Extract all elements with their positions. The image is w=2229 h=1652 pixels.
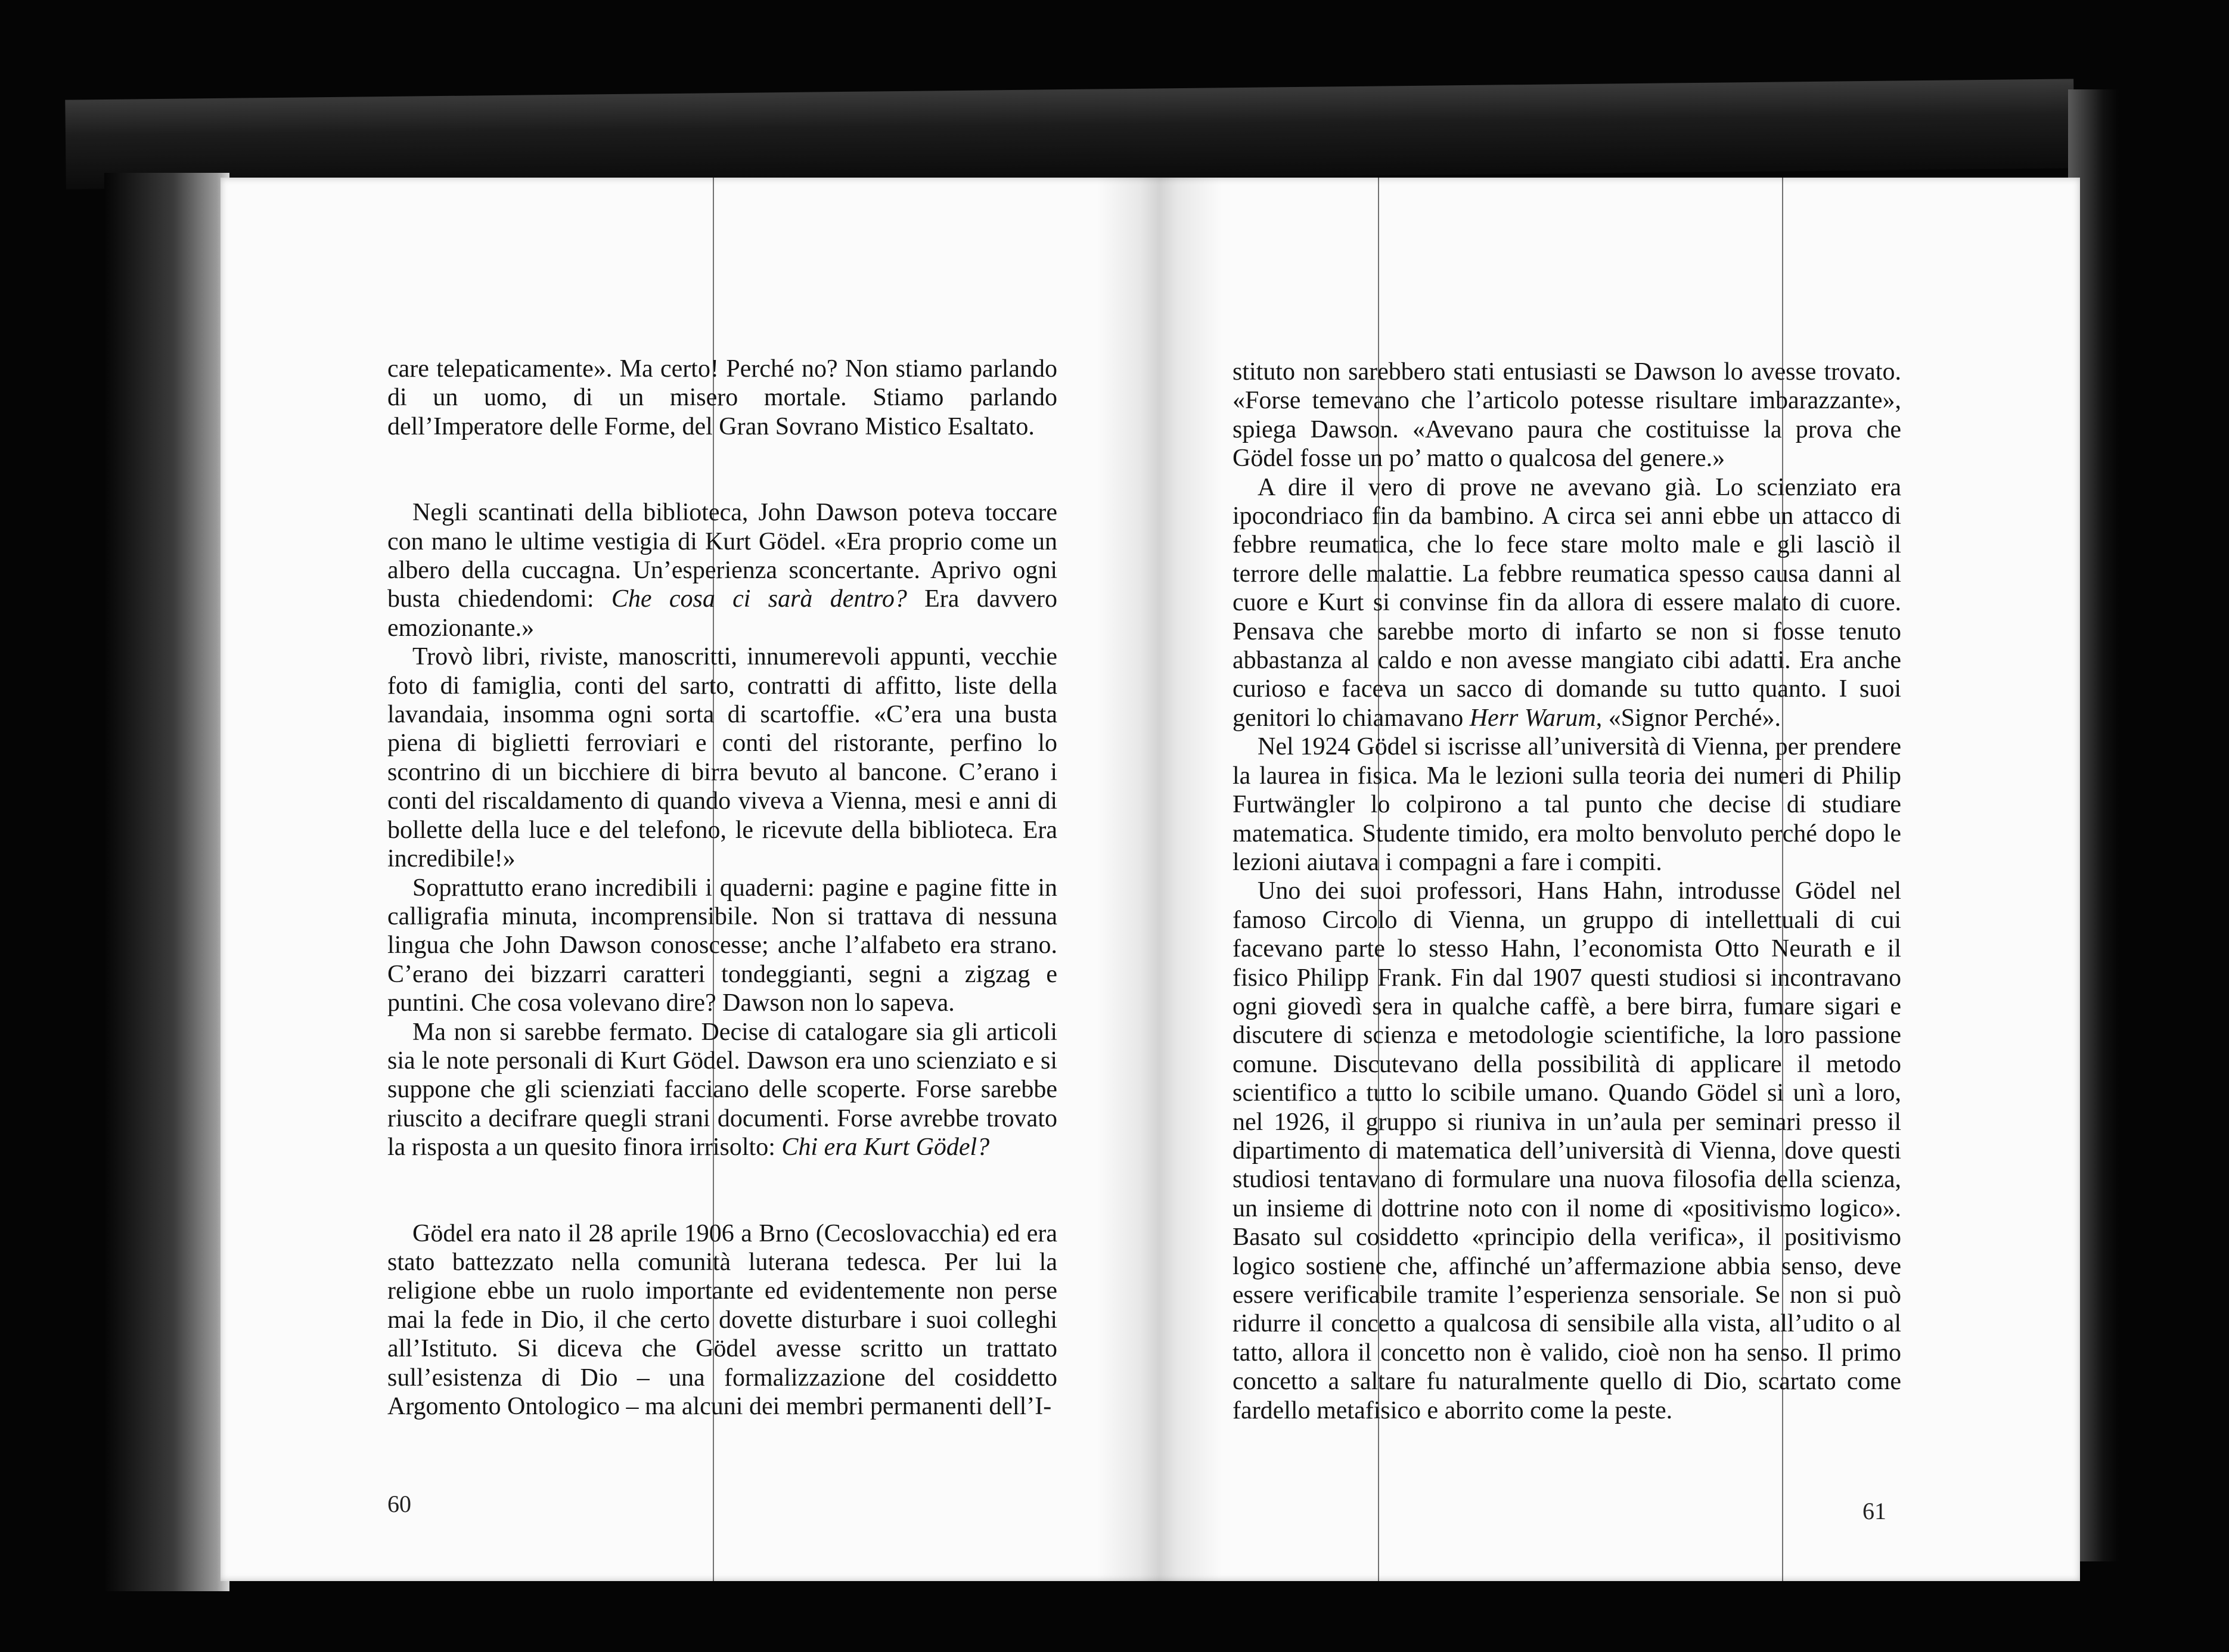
paragraph: Uno dei suoi professori, Hans Hahn, introdusse Gödel nel famoso Circolo di Vienna, un gruppo di intellettuali di cui facevano parte lo stesso Hahn, l’economista Otto Neurath e il fisico Philipp Frank. Fin dal 1907 questi studiosi si incontravano ogni giovedì sera in qualche caffè, a bere birra, fumare sigari e discutere di scienza e metodologie scientifiche, la loro passione comune. Discutevano della possibilità di applicare il metodo scientifico a tutto lo scibile umano. Quando Gödel si unì a loro, nel 1926, il gruppo si riuniva in un’aula per seminari presso il dipartimento di matematica dell’università di Vienna, dove questi studiosi tentavano di formulare una nuova filosofia della scienza, un insieme di dottrine noto con il nome di «positivismo logico». Basato sul cosiddetto «principio della verifica», il positivismo logico sostiene che, affinché un’affermazione abbia senso, deve essere verificabile tramite l’esperienza sensoriale. Se non si può ridurre il concetto a qualcosa di sensibile alla vista, all’udito o al tatto, allora il concetto non è valido, cioè non ha senso. Il primo concetto a saltare fu naturalmente quello di Dio, scartato come fardello metafisico e aborrito come la peste. (1233, 877, 1901, 1424)
paragraph-text: A dire il vero di prove ne avevano già. Lo scienziato era ipocondriaco fin da bambino. A circa sei anni ebbe un attacco di febbre reumatica, che lo fece stare molto male e gli lasciò il terrore delle malattie. La febbre reumatica spesso causa danni al cuore e Kurt si convinse fin da allora di essere malato di cuore. Pensava che sarebbe morto di infarto se non si fosse tenuto abbastanza al caldo e non avesse mangiato cibi adatti. Era anche curioso e faceva un sacco di domande su tutto quanto. I suoi genitori lo chiamavano (1233, 473, 1901, 732)
book-top-edge (65, 79, 2074, 189)
page-number-right: 61 (1862, 1498, 1886, 1524)
left-page-text (387, 355, 1057, 1421)
book-spine-shadow (1097, 178, 1222, 1581)
paragraph: care telepaticamente». Ma certo! Perché no? Non stiamo parlando di un uomo, di un misero mortale. Stiamo parlando dell’Imperatore delle Forme, del Gran Sovrano Mistico Esaltato. (387, 355, 1057, 440)
paragraph-text: , «Signor Perché». (1595, 704, 1781, 732)
italic-text: Che cosa ci sarà dentro? (611, 585, 907, 613)
paragraph (1233, 473, 1901, 733)
italic-text: Herr Warum (1469, 704, 1596, 732)
italic-text: Chi era Kurt Gödel? (781, 1134, 990, 1162)
paragraph: stituto non sarebbero stati entusiasti se Dawson lo avesse trovato. «Forse temevano che l’articolo potesse risultare imbarazzante», spiega Dawson. «Avevano paura che costituisse la prova che Gödel fosse un po’ matto o qualcosa del genere.» (1233, 358, 1901, 473)
paragraph-text: Era davvero emozionante.» (387, 585, 1057, 642)
paragraph (387, 498, 1057, 642)
paragraph-text: Negli scantinati della biblioteca, John Dawson poteva toccare con mano le ultime vestigia di Kurt Gödel. «Era proprio come un albero della cuccagna. Un’esperienza sconcertante. Aprivo ogni busta chiedendomi: (387, 499, 1057, 613)
left-edge-shadow (104, 173, 229, 1591)
paragraph (387, 1018, 1057, 1162)
paragraph: Nel 1924 Gödel si iscrisse all’università di Vienna, per prendere la laurea in fisica. Ma le lezioni sulla teoria dei numeri di Philip Furtwängler lo colpirono a tal punto che decise di studiare matematica. Studente timido, era molto benvoluto perché dopo le lezioni aiutava i compagni a fare i compiti. (1233, 733, 1901, 876)
paragraph: Gödel era nato il 28 aprile 1906 a Brno (Cecoslovacchia) ed era stato battezzato nella comunità luterana tedesca. Per lui la religione ebbe un ruolo importante ed evidentemente non perse mai la fede in Dio, il che certo dovette disturbare i suoi colleghi all’Istituto. Si diceva che Gödel avesse scritto un trattato sull’esistenza di Dio – una formalizzazione del cosiddetto Argomento Ontologico – ma alcuni dei membri permanenti dell’I- (387, 1219, 1057, 1420)
right-page-text (1233, 358, 1901, 1425)
page-number-left: 60 (387, 1490, 411, 1517)
paragraph-text: Ma non si sarebbe fermato. Decise di catalogare sia gli articoli sia le note personali di Kurt Gödel. Dawson era uno scienziato e si suppone che gli scienziati facciano delle scoperte. Forse sarebbe riuscito a decifrare quegli strani documenti. Forse avrebbe trovato la risposta a un quesito finora irrisolto: (387, 1018, 1057, 1162)
paragraph: Trovò libri, riviste, manoscritti, innumerevoli appunti, vecchie foto di famiglia, conti del sarto, contratti di affitto, liste della lavandaia, insomma ogni sorta di scartoffie. «C’era una busta piena di biglietti ferroviari e conti del ristorante, perfino lo scontrino di un bicchiere di birra bevuto al bancone. C’erano i conti del riscaldamento di quando viveva a Vienna, mesi e anni di bollette della luce e del telefono, le ricevute della biblioteca. Era incredibile!» (387, 643, 1057, 873)
paragraph: Soprattutto erano incredibili i quaderni: pagine e pagine fitte in calligrafia minuta, incomprensibile. Non si trattava di nessuna lingua che John Dawson conoscesse; anche l’alfabeto era strano. C’erano dei bizzarri caratteri tondeggianti, segni a zigzag e puntini. Che cosa volevano dire? Dawson non lo sapeva. (387, 874, 1057, 1017)
